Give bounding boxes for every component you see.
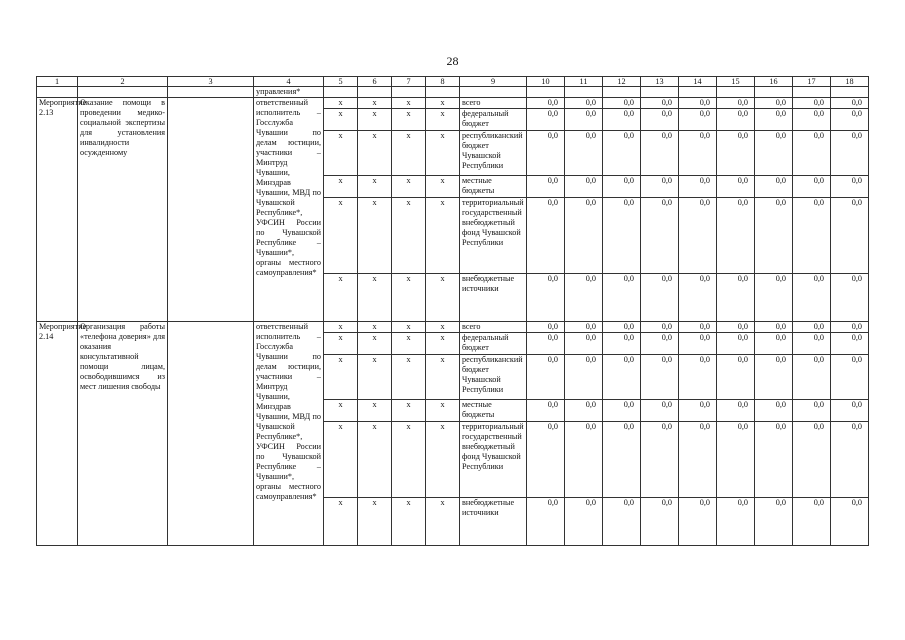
header-cell: 4 bbox=[254, 77, 324, 87]
value-cell: 0,0 bbox=[603, 274, 641, 322]
value-cell: 0,0 bbox=[603, 498, 641, 546]
continuation-cell bbox=[527, 87, 565, 98]
header-cell: 5 bbox=[324, 77, 358, 87]
value-cell: 0,0 bbox=[831, 176, 869, 198]
funding-source: территориальный государственный внебюджетный фонд Чувашской Республики bbox=[460, 198, 527, 274]
header-row bbox=[37, 77, 869, 87]
mark-cell: x bbox=[324, 131, 358, 176]
table-row bbox=[37, 98, 869, 109]
continuation-cell bbox=[460, 87, 527, 98]
mark-cell: x bbox=[426, 400, 460, 422]
header-cell: 14 bbox=[679, 77, 717, 87]
continuation-cell bbox=[603, 87, 641, 98]
mark-cell: x bbox=[324, 109, 358, 131]
funding-source: местные бюджеты bbox=[460, 400, 527, 422]
value-cell: 0,0 bbox=[793, 109, 831, 131]
continuation-cell bbox=[717, 87, 755, 98]
mark-cell: x bbox=[324, 176, 358, 198]
mark-cell: x bbox=[426, 98, 460, 109]
value-cell: 0,0 bbox=[755, 355, 793, 400]
mark-cell: x bbox=[392, 198, 426, 274]
continuation-cell bbox=[324, 87, 358, 98]
mark-cell: x bbox=[392, 498, 426, 546]
value-cell: 0,0 bbox=[717, 498, 755, 546]
value-cell: 0,0 bbox=[527, 131, 565, 176]
mark-cell: x bbox=[392, 355, 426, 400]
value-cell: 0,0 bbox=[793, 498, 831, 546]
value-cell: 0,0 bbox=[565, 498, 603, 546]
mark-cell: x bbox=[358, 400, 392, 422]
mark-cell: x bbox=[392, 333, 426, 355]
value-cell: 0,0 bbox=[793, 198, 831, 274]
value-cell: 0,0 bbox=[527, 422, 565, 498]
mark-cell: x bbox=[426, 322, 460, 333]
mark-cell: x bbox=[426, 333, 460, 355]
value-cell: 0,0 bbox=[755, 98, 793, 109]
mark-cell: x bbox=[392, 131, 426, 176]
mark-cell: x bbox=[358, 98, 392, 109]
value-cell: 0,0 bbox=[793, 422, 831, 498]
value-cell: 0,0 bbox=[831, 333, 869, 355]
value-cell: 0,0 bbox=[793, 176, 831, 198]
value-cell: 0,0 bbox=[565, 322, 603, 333]
mark-cell: x bbox=[426, 109, 460, 131]
value-cell: 0,0 bbox=[603, 98, 641, 109]
mark-cell: x bbox=[358, 333, 392, 355]
continuation-cell: управления* bbox=[254, 87, 324, 98]
value-cell: 0,0 bbox=[603, 322, 641, 333]
value-cell: 0,0 bbox=[603, 176, 641, 198]
value-cell: 0,0 bbox=[527, 498, 565, 546]
mark-cell: x bbox=[426, 355, 460, 400]
empty-cell bbox=[168, 98, 254, 322]
mark-cell: x bbox=[426, 131, 460, 176]
value-cell: 0,0 bbox=[717, 131, 755, 176]
value-cell: 0,0 bbox=[831, 274, 869, 322]
header-cell: 13 bbox=[641, 77, 679, 87]
value-cell: 0,0 bbox=[755, 109, 793, 131]
header-cell: 12 bbox=[603, 77, 641, 87]
mark-cell: x bbox=[392, 400, 426, 422]
value-cell: 0,0 bbox=[755, 176, 793, 198]
header-cell: 11 bbox=[565, 77, 603, 87]
value-cell: 0,0 bbox=[527, 109, 565, 131]
continuation-cell bbox=[168, 87, 254, 98]
value-cell: 0,0 bbox=[831, 198, 869, 274]
mark-cell: x bbox=[426, 198, 460, 274]
mark-cell: x bbox=[426, 498, 460, 546]
continuation-cell bbox=[565, 87, 603, 98]
header-cell: 18 bbox=[831, 77, 869, 87]
page-number: 28 bbox=[446, 54, 459, 68]
value-cell: 0,0 bbox=[565, 400, 603, 422]
value-cell: 0,0 bbox=[831, 498, 869, 546]
value-cell: 0,0 bbox=[755, 274, 793, 322]
continuation-cell bbox=[426, 87, 460, 98]
mark-cell: x bbox=[426, 274, 460, 322]
mark-cell: x bbox=[358, 422, 392, 498]
mark-cell: x bbox=[358, 176, 392, 198]
value-cell: 0,0 bbox=[793, 333, 831, 355]
value-cell: 0,0 bbox=[755, 198, 793, 274]
value-cell: 0,0 bbox=[793, 98, 831, 109]
value-cell: 0,0 bbox=[755, 498, 793, 546]
mark-cell: x bbox=[392, 176, 426, 198]
value-cell: 0,0 bbox=[641, 176, 679, 198]
value-cell: 0,0 bbox=[641, 322, 679, 333]
value-cell: 0,0 bbox=[831, 355, 869, 400]
value-cell: 0,0 bbox=[679, 333, 717, 355]
value-cell: 0,0 bbox=[603, 333, 641, 355]
mark-cell: x bbox=[324, 355, 358, 400]
value-cell: 0,0 bbox=[793, 322, 831, 333]
header-cell: 3 bbox=[168, 77, 254, 87]
value-cell: 0,0 bbox=[679, 176, 717, 198]
mark-cell: x bbox=[358, 322, 392, 333]
value-cell: 0,0 bbox=[565, 274, 603, 322]
mark-cell: x bbox=[324, 98, 358, 109]
mark-cell: x bbox=[324, 274, 358, 322]
value-cell: 0,0 bbox=[603, 198, 641, 274]
value-cell: 0,0 bbox=[527, 333, 565, 355]
header-cell: 6 bbox=[358, 77, 392, 87]
mark-cell: x bbox=[392, 422, 426, 498]
value-cell: 0,0 bbox=[565, 131, 603, 176]
header-cell: 2 bbox=[78, 77, 168, 87]
value-cell: 0,0 bbox=[527, 176, 565, 198]
continuation-cell bbox=[641, 87, 679, 98]
mark-cell: x bbox=[324, 333, 358, 355]
continuation-cell bbox=[755, 87, 793, 98]
mark-cell: x bbox=[392, 274, 426, 322]
value-cell: 0,0 bbox=[793, 131, 831, 176]
continuation-cell bbox=[37, 87, 78, 98]
value-cell: 0,0 bbox=[717, 355, 755, 400]
measure-executors: ответственный исполнитель – Госслужба Чувашии по делам юстиции, участники – Минтруд Чувашии, Минздрав Чувашии, МВД по Чувашской Республике*, УФСИН России по Чувашской Республике – Чувашии*, органы местного самоуправления* bbox=[254, 322, 324, 546]
value-cell: 0,0 bbox=[793, 274, 831, 322]
mark-cell: x bbox=[358, 498, 392, 546]
mark-cell: x bbox=[324, 422, 358, 498]
value-cell: 0,0 bbox=[831, 422, 869, 498]
value-cell: 0,0 bbox=[755, 333, 793, 355]
funding-source: местные бюджеты bbox=[460, 176, 527, 198]
funding-source: внебюджетные источники bbox=[460, 498, 527, 546]
value-cell: 0,0 bbox=[717, 322, 755, 333]
mark-cell: x bbox=[358, 355, 392, 400]
mark-cell: x bbox=[324, 322, 358, 333]
funding-source: внебюджетные источники bbox=[460, 274, 527, 322]
mark-cell: x bbox=[358, 109, 392, 131]
continuation-cell bbox=[358, 87, 392, 98]
funding-source: федеральный бюджет bbox=[460, 109, 527, 131]
value-cell: 0,0 bbox=[527, 355, 565, 400]
value-cell: 0,0 bbox=[603, 422, 641, 498]
value-cell: 0,0 bbox=[527, 98, 565, 109]
value-cell: 0,0 bbox=[527, 322, 565, 333]
value-cell: 0,0 bbox=[565, 109, 603, 131]
header-cell: 1 bbox=[37, 77, 78, 87]
value-cell: 0,0 bbox=[603, 109, 641, 131]
value-cell: 0,0 bbox=[527, 400, 565, 422]
continuation-cell bbox=[78, 87, 168, 98]
continuation-cell bbox=[392, 87, 426, 98]
value-cell: 0,0 bbox=[641, 400, 679, 422]
value-cell: 0,0 bbox=[679, 498, 717, 546]
value-cell: 0,0 bbox=[717, 422, 755, 498]
value-cell: 0,0 bbox=[679, 355, 717, 400]
value-cell: 0,0 bbox=[717, 98, 755, 109]
funding-source: республиканский бюджет Чувашской Республики bbox=[460, 131, 527, 176]
continuation-cell bbox=[679, 87, 717, 98]
value-cell: 0,0 bbox=[831, 98, 869, 109]
value-cell: 0,0 bbox=[793, 355, 831, 400]
measure-id: Мероприятие 2.13 bbox=[37, 98, 78, 322]
measure-name: Оказание помощи в проведении медико-социальной экспертизы для установления инвалидности осужденному bbox=[78, 98, 168, 322]
value-cell: 0,0 bbox=[831, 322, 869, 333]
value-cell: 0,0 bbox=[717, 109, 755, 131]
header-cell: 8 bbox=[426, 77, 460, 87]
value-cell: 0,0 bbox=[755, 400, 793, 422]
value-cell: 0,0 bbox=[565, 98, 603, 109]
value-cell: 0,0 bbox=[755, 131, 793, 176]
funding-source: федеральный бюджет bbox=[460, 333, 527, 355]
value-cell: 0,0 bbox=[717, 400, 755, 422]
measure-name: Организация работы «телефона доверия» для оказания консультативной помощи лицам, освободившимся из мест лишения свободы bbox=[78, 322, 168, 546]
value-cell: 0,0 bbox=[755, 422, 793, 498]
value-cell: 0,0 bbox=[603, 131, 641, 176]
value-cell: 0,0 bbox=[641, 333, 679, 355]
value-cell: 0,0 bbox=[679, 400, 717, 422]
value-cell: 0,0 bbox=[717, 274, 755, 322]
value-cell: 0,0 bbox=[717, 333, 755, 355]
value-cell: 0,0 bbox=[831, 109, 869, 131]
mark-cell: x bbox=[392, 109, 426, 131]
funding-source: республиканский бюджет Чувашской Республики bbox=[460, 355, 527, 400]
header-cell: 9 bbox=[460, 77, 527, 87]
value-cell: 0,0 bbox=[679, 422, 717, 498]
value-cell: 0,0 bbox=[641, 98, 679, 109]
value-cell: 0,0 bbox=[527, 274, 565, 322]
value-cell: 0,0 bbox=[679, 274, 717, 322]
value-cell: 0,0 bbox=[679, 98, 717, 109]
mark-cell: x bbox=[426, 176, 460, 198]
continuation-cell bbox=[793, 87, 831, 98]
value-cell: 0,0 bbox=[717, 198, 755, 274]
mark-cell: x bbox=[358, 131, 392, 176]
value-cell: 0,0 bbox=[679, 198, 717, 274]
value-cell: 0,0 bbox=[565, 355, 603, 400]
value-cell: 0,0 bbox=[793, 400, 831, 422]
value-cell: 0,0 bbox=[641, 109, 679, 131]
mark-cell: x bbox=[324, 198, 358, 274]
value-cell: 0,0 bbox=[679, 131, 717, 176]
mark-cell: x bbox=[392, 322, 426, 333]
value-cell: 0,0 bbox=[527, 198, 565, 274]
value-cell: 0,0 bbox=[831, 131, 869, 176]
mark-cell: x bbox=[324, 400, 358, 422]
table-row bbox=[37, 322, 869, 333]
funding-source: территориальный государственный внебюджетный фонд Чувашской Республики bbox=[460, 422, 527, 498]
funding-source: всего bbox=[460, 98, 527, 109]
value-cell: 0,0 bbox=[831, 400, 869, 422]
header-cell: 16 bbox=[755, 77, 793, 87]
budget-table bbox=[36, 76, 869, 546]
measure-executors: ответственный исполнитель – Госслужба Чувашии по делам юстиции, участники – Минтруд Чувашии, Минздрав Чувашии, МВД по Чувашской Республике*, УФСИН России по Чувашской Республике – Чувашии*, органы местного самоуправления* bbox=[254, 98, 324, 322]
value-cell: 0,0 bbox=[717, 176, 755, 198]
header-cell: 7 bbox=[392, 77, 426, 87]
header-cell: 17 bbox=[793, 77, 831, 87]
mark-cell: x bbox=[358, 198, 392, 274]
mark-cell: x bbox=[358, 274, 392, 322]
header-cell: 15 bbox=[717, 77, 755, 87]
value-cell: 0,0 bbox=[603, 355, 641, 400]
value-cell: 0,0 bbox=[565, 176, 603, 198]
mark-cell: x bbox=[392, 98, 426, 109]
continuation-cell bbox=[831, 87, 869, 98]
value-cell: 0,0 bbox=[565, 198, 603, 274]
mark-cell: x bbox=[426, 422, 460, 498]
mark-cell: x bbox=[324, 498, 358, 546]
value-cell: 0,0 bbox=[641, 131, 679, 176]
continuation-row bbox=[37, 87, 869, 98]
value-cell: 0,0 bbox=[565, 333, 603, 355]
value-cell: 0,0 bbox=[641, 422, 679, 498]
value-cell: 0,0 bbox=[641, 198, 679, 274]
value-cell: 0,0 bbox=[641, 274, 679, 322]
value-cell: 0,0 bbox=[641, 498, 679, 546]
header-cell: 10 bbox=[527, 77, 565, 87]
measure-id: Мероприятие 2.14 bbox=[37, 322, 78, 546]
value-cell: 0,0 bbox=[679, 109, 717, 131]
value-cell: 0,0 bbox=[565, 422, 603, 498]
empty-cell bbox=[168, 322, 254, 546]
value-cell: 0,0 bbox=[679, 322, 717, 333]
funding-source: всего bbox=[460, 322, 527, 333]
value-cell: 0,0 bbox=[755, 322, 793, 333]
value-cell: 0,0 bbox=[603, 400, 641, 422]
value-cell: 0,0 bbox=[641, 355, 679, 400]
